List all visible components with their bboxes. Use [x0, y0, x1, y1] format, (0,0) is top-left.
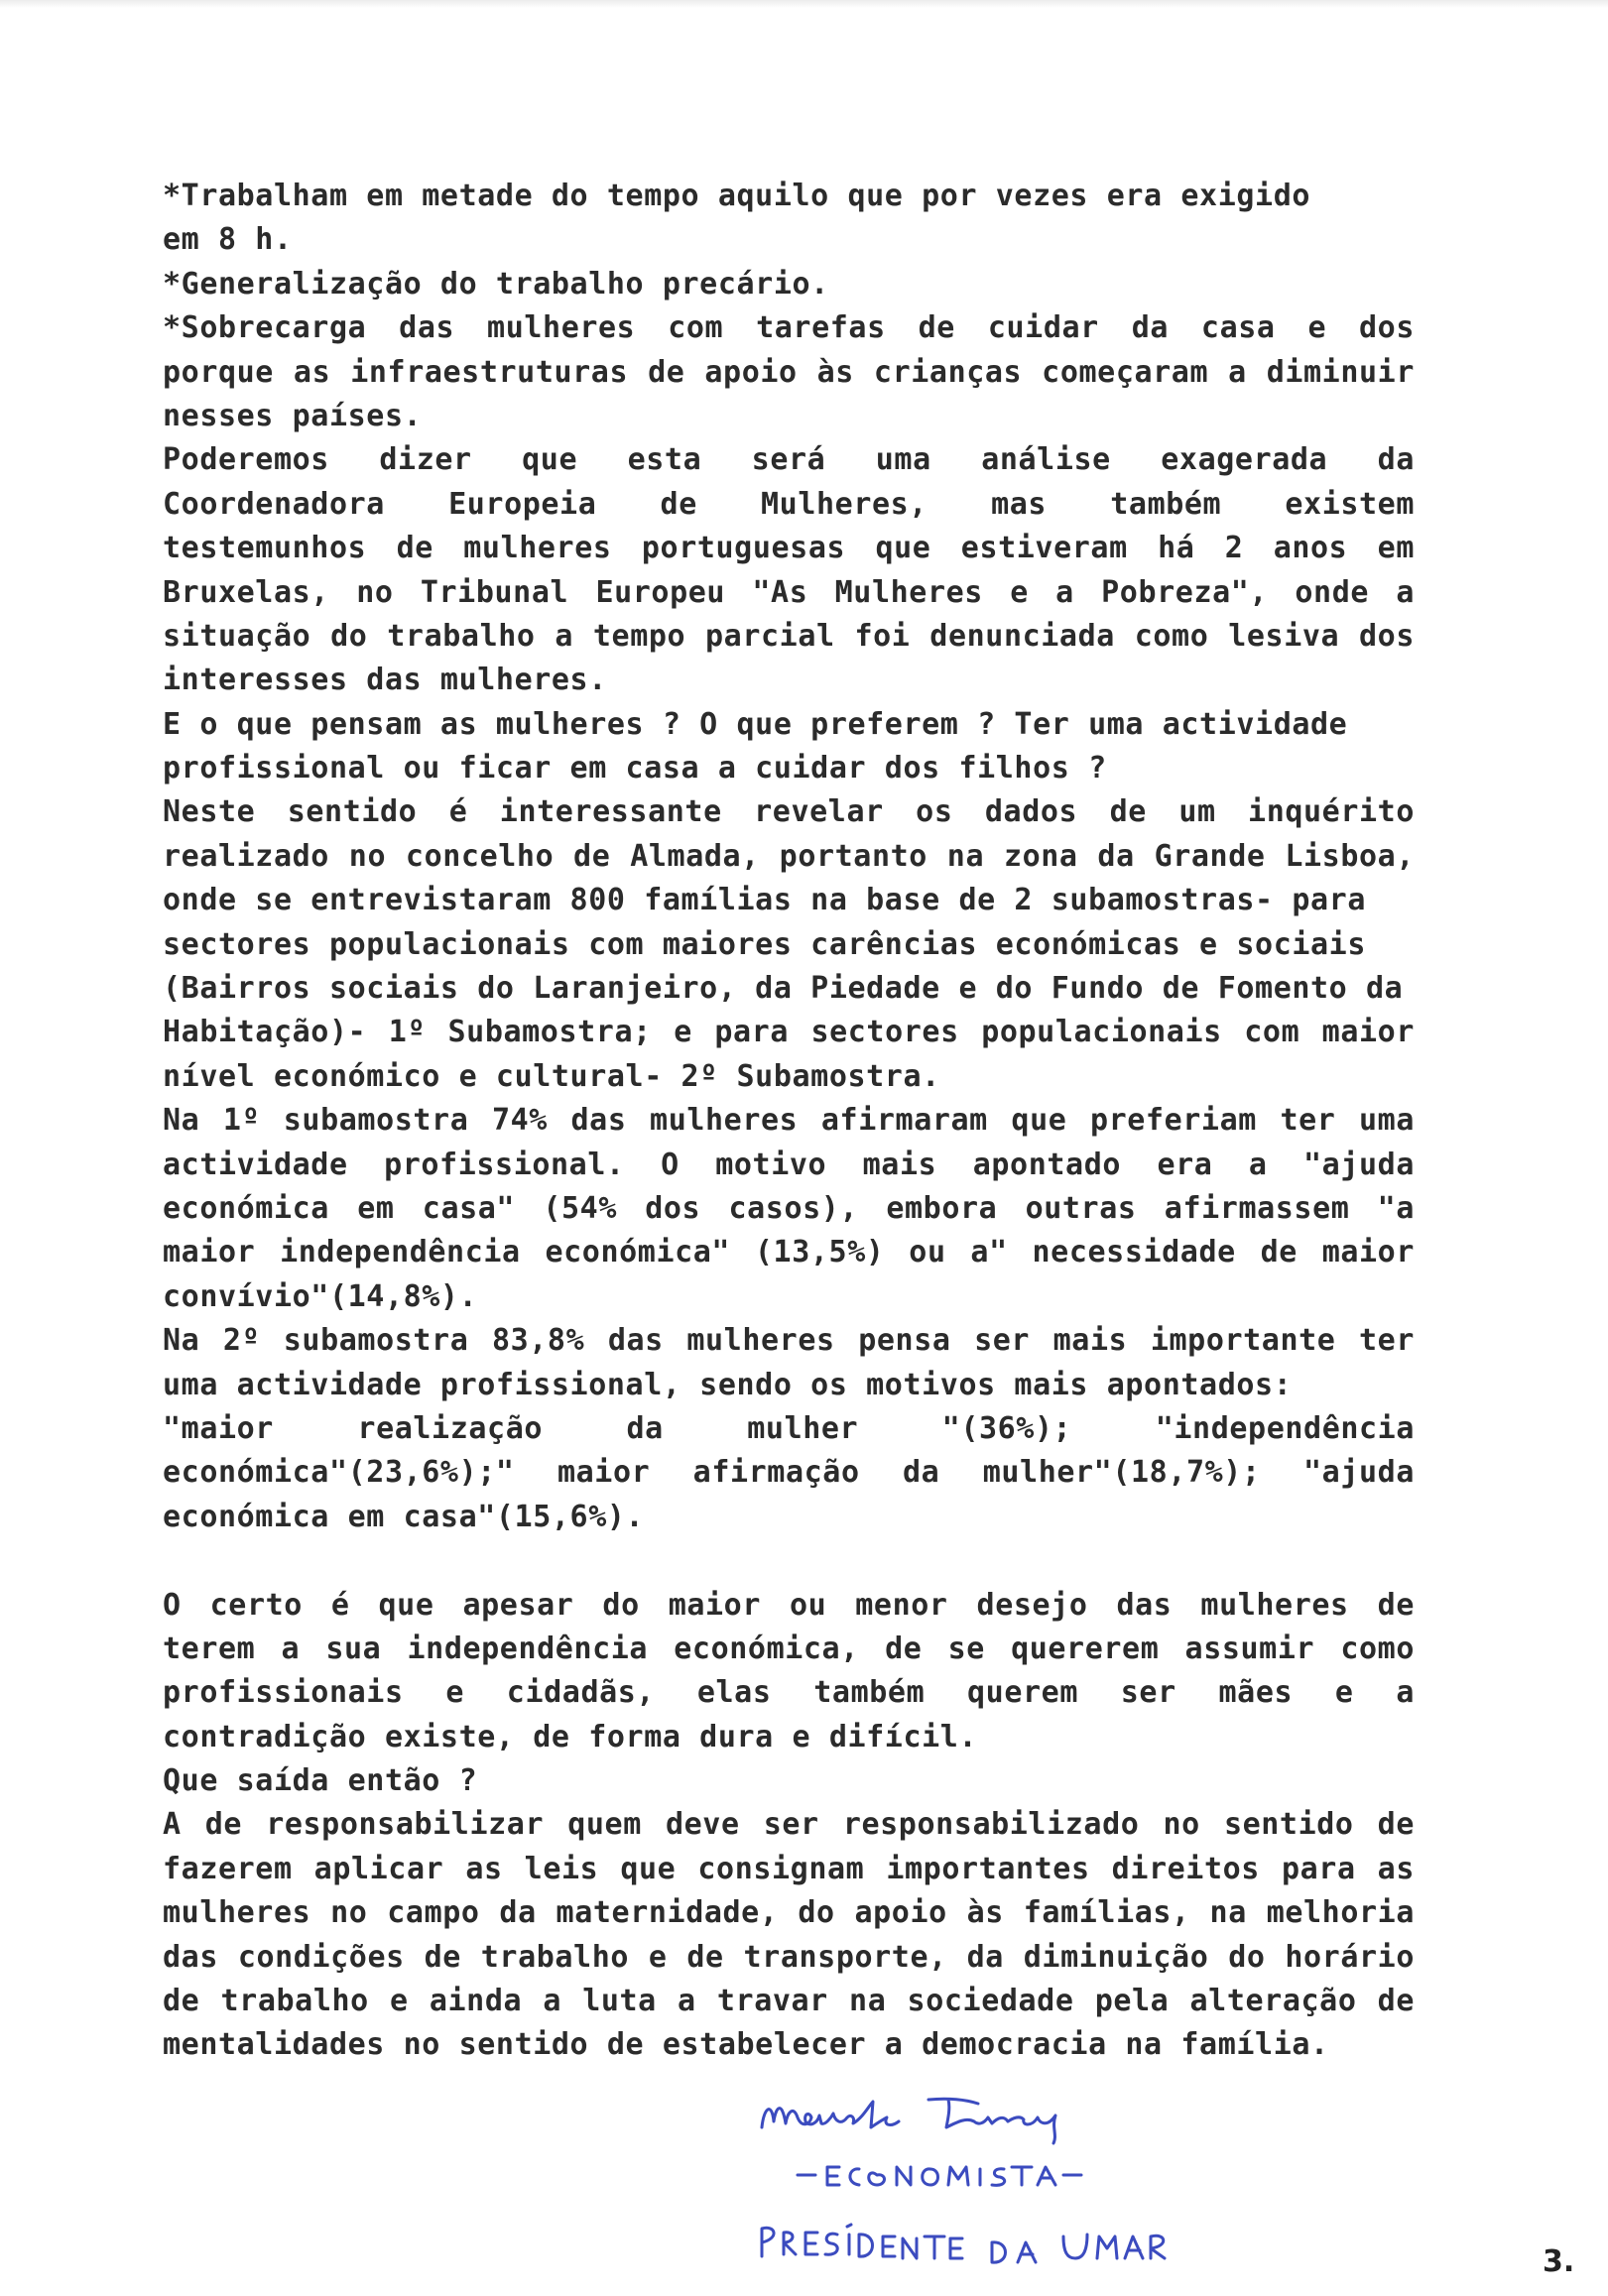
- text-line: uma actividade profissional, sendo os motivos mais apontados:: [163, 1367, 1293, 1402]
- text-line: E o que pensam as mulheres ? O que preferem ? Ter uma actividade: [163, 706, 1348, 742]
- page-number: 3.: [1543, 2244, 1575, 2279]
- text-line: terem a sua independência económica, de se quererem assumir como: [163, 1631, 1415, 1666]
- text-line: *Sobrecarga das mulheres com tarefas de cuidar da casa e dos: [163, 310, 1415, 346]
- text-line: Poderemos dizer que esta será uma análise exagerada da: [163, 442, 1415, 478]
- text-line: realizado no concelho de Almada, portanto na zona da Grande Lisboa,: [163, 838, 1415, 874]
- text-line: *Generalização do trabalho precário.: [163, 266, 829, 302]
- text-line: Na 1º subamostra 74% das mulheres afirmaram que preferiam ter uma: [163, 1103, 1415, 1139]
- text-line: maior independência económica" (13,5%) ou a" necessidade de maior: [163, 1235, 1415, 1270]
- text-line: contradição existe, de forma dura e difícil.: [163, 1719, 978, 1754]
- text-line: porque as infraestruturas de apoio às crianças começaram a diminuir: [163, 354, 1415, 390]
- text-line: profissional ou ficar em casa a cuidar dos filhos ?: [163, 751, 1107, 786]
- text-line: nesses países.: [163, 398, 423, 433]
- text-line: onde se entrevistaram 800 famílias na base de 2 subamostras- para: [163, 883, 1366, 918]
- text-line: económica"(23,6%);" maior afirmação da mulher"(18,7%); "ajuda: [163, 1455, 1415, 1491]
- text-line: testemunhos de mulheres portuguesas que estiveram há 2 anos em: [163, 531, 1415, 566]
- text-line: Bruxelas, no Tribunal Europeu "As Mulheres e a Pobreza", onde a: [163, 574, 1415, 610]
- text-line: interesses das mulheres.: [163, 663, 607, 698]
- text-line: das condições de trabalho e de transporte, da diminuição do horário: [163, 1939, 1415, 1975]
- text-line: de trabalho e ainda a luta a travar na sociedade pela alteração de: [163, 1984, 1415, 2019]
- text-line: Neste sentido é interessante revelar os dados de um inquérito: [163, 794, 1415, 830]
- page-top-edge: [0, 0, 1608, 8]
- text-line: económica em casa" (54% dos casos), embora outras afirmassem "a: [163, 1190, 1415, 1226]
- text-line: actividade profissional. O motivo mais apontado era a "ajuda: [163, 1147, 1415, 1182]
- text-line: nível económico e cultural- 2º Subamostra.: [163, 1058, 940, 1094]
- text-line: mentalidades no sentido de estabelecer a democracia na família.: [163, 2027, 1329, 2063]
- text-line: A de responsabilizar quem deve ser responsabilizado no sentido de: [163, 1807, 1415, 1843]
- text-line: sectores populacionais com maiores carências económicas e sociais: [163, 926, 1366, 962]
- text-line: Que saída então ?: [163, 1763, 478, 1799]
- text-line: (Bairros sociais do Laranjeiro, da Piedade e do Fundo de Fomento da: [163, 971, 1404, 1007]
- text-line: mulheres no campo da maternidade, do apoio às famílias, na melhoria: [163, 1895, 1415, 1931]
- paragraph-spacer: [163, 1539, 1415, 1583]
- text-line: Habitação)- 1º Subamostra; e para sectores populacionais com maior: [163, 1015, 1415, 1050]
- text-line: Na 2º subamostra 83,8% das mulheres pensa ser mais importante ter: [163, 1323, 1415, 1359]
- text-line: fazerem aplicar as leis que consignam importantes direitos para as: [163, 1851, 1415, 1886]
- text-line: profissionais e cidadãs, elas também querem ser mães e a: [163, 1675, 1415, 1711]
- text-line: Coordenadora Europeia de Mulheres, mas também existem: [163, 486, 1415, 522]
- text-line: *Trabalham em metade do tempo aquilo que por vezes era exigido: [163, 179, 1311, 213]
- text-line: económica em casa"(15,6%).: [163, 1499, 645, 1534]
- signature-drawing: [754, 2088, 1309, 2286]
- document-body: [163, 175, 1415, 2068]
- text-line: O certo é que apesar do maior ou menor desejo das mulheres de: [163, 1587, 1415, 1623]
- text-line: "maior realização da mulher "(36%); "independência: [163, 1410, 1415, 1446]
- text-line: convívio"(14,8%).: [163, 1278, 478, 1314]
- text-line: situação do trabalho a tempo parcial foi denunciada como lesiva dos: [163, 618, 1415, 654]
- handwritten-signature: [754, 2088, 1309, 2286]
- text-line: em 8 h.: [163, 222, 293, 258]
